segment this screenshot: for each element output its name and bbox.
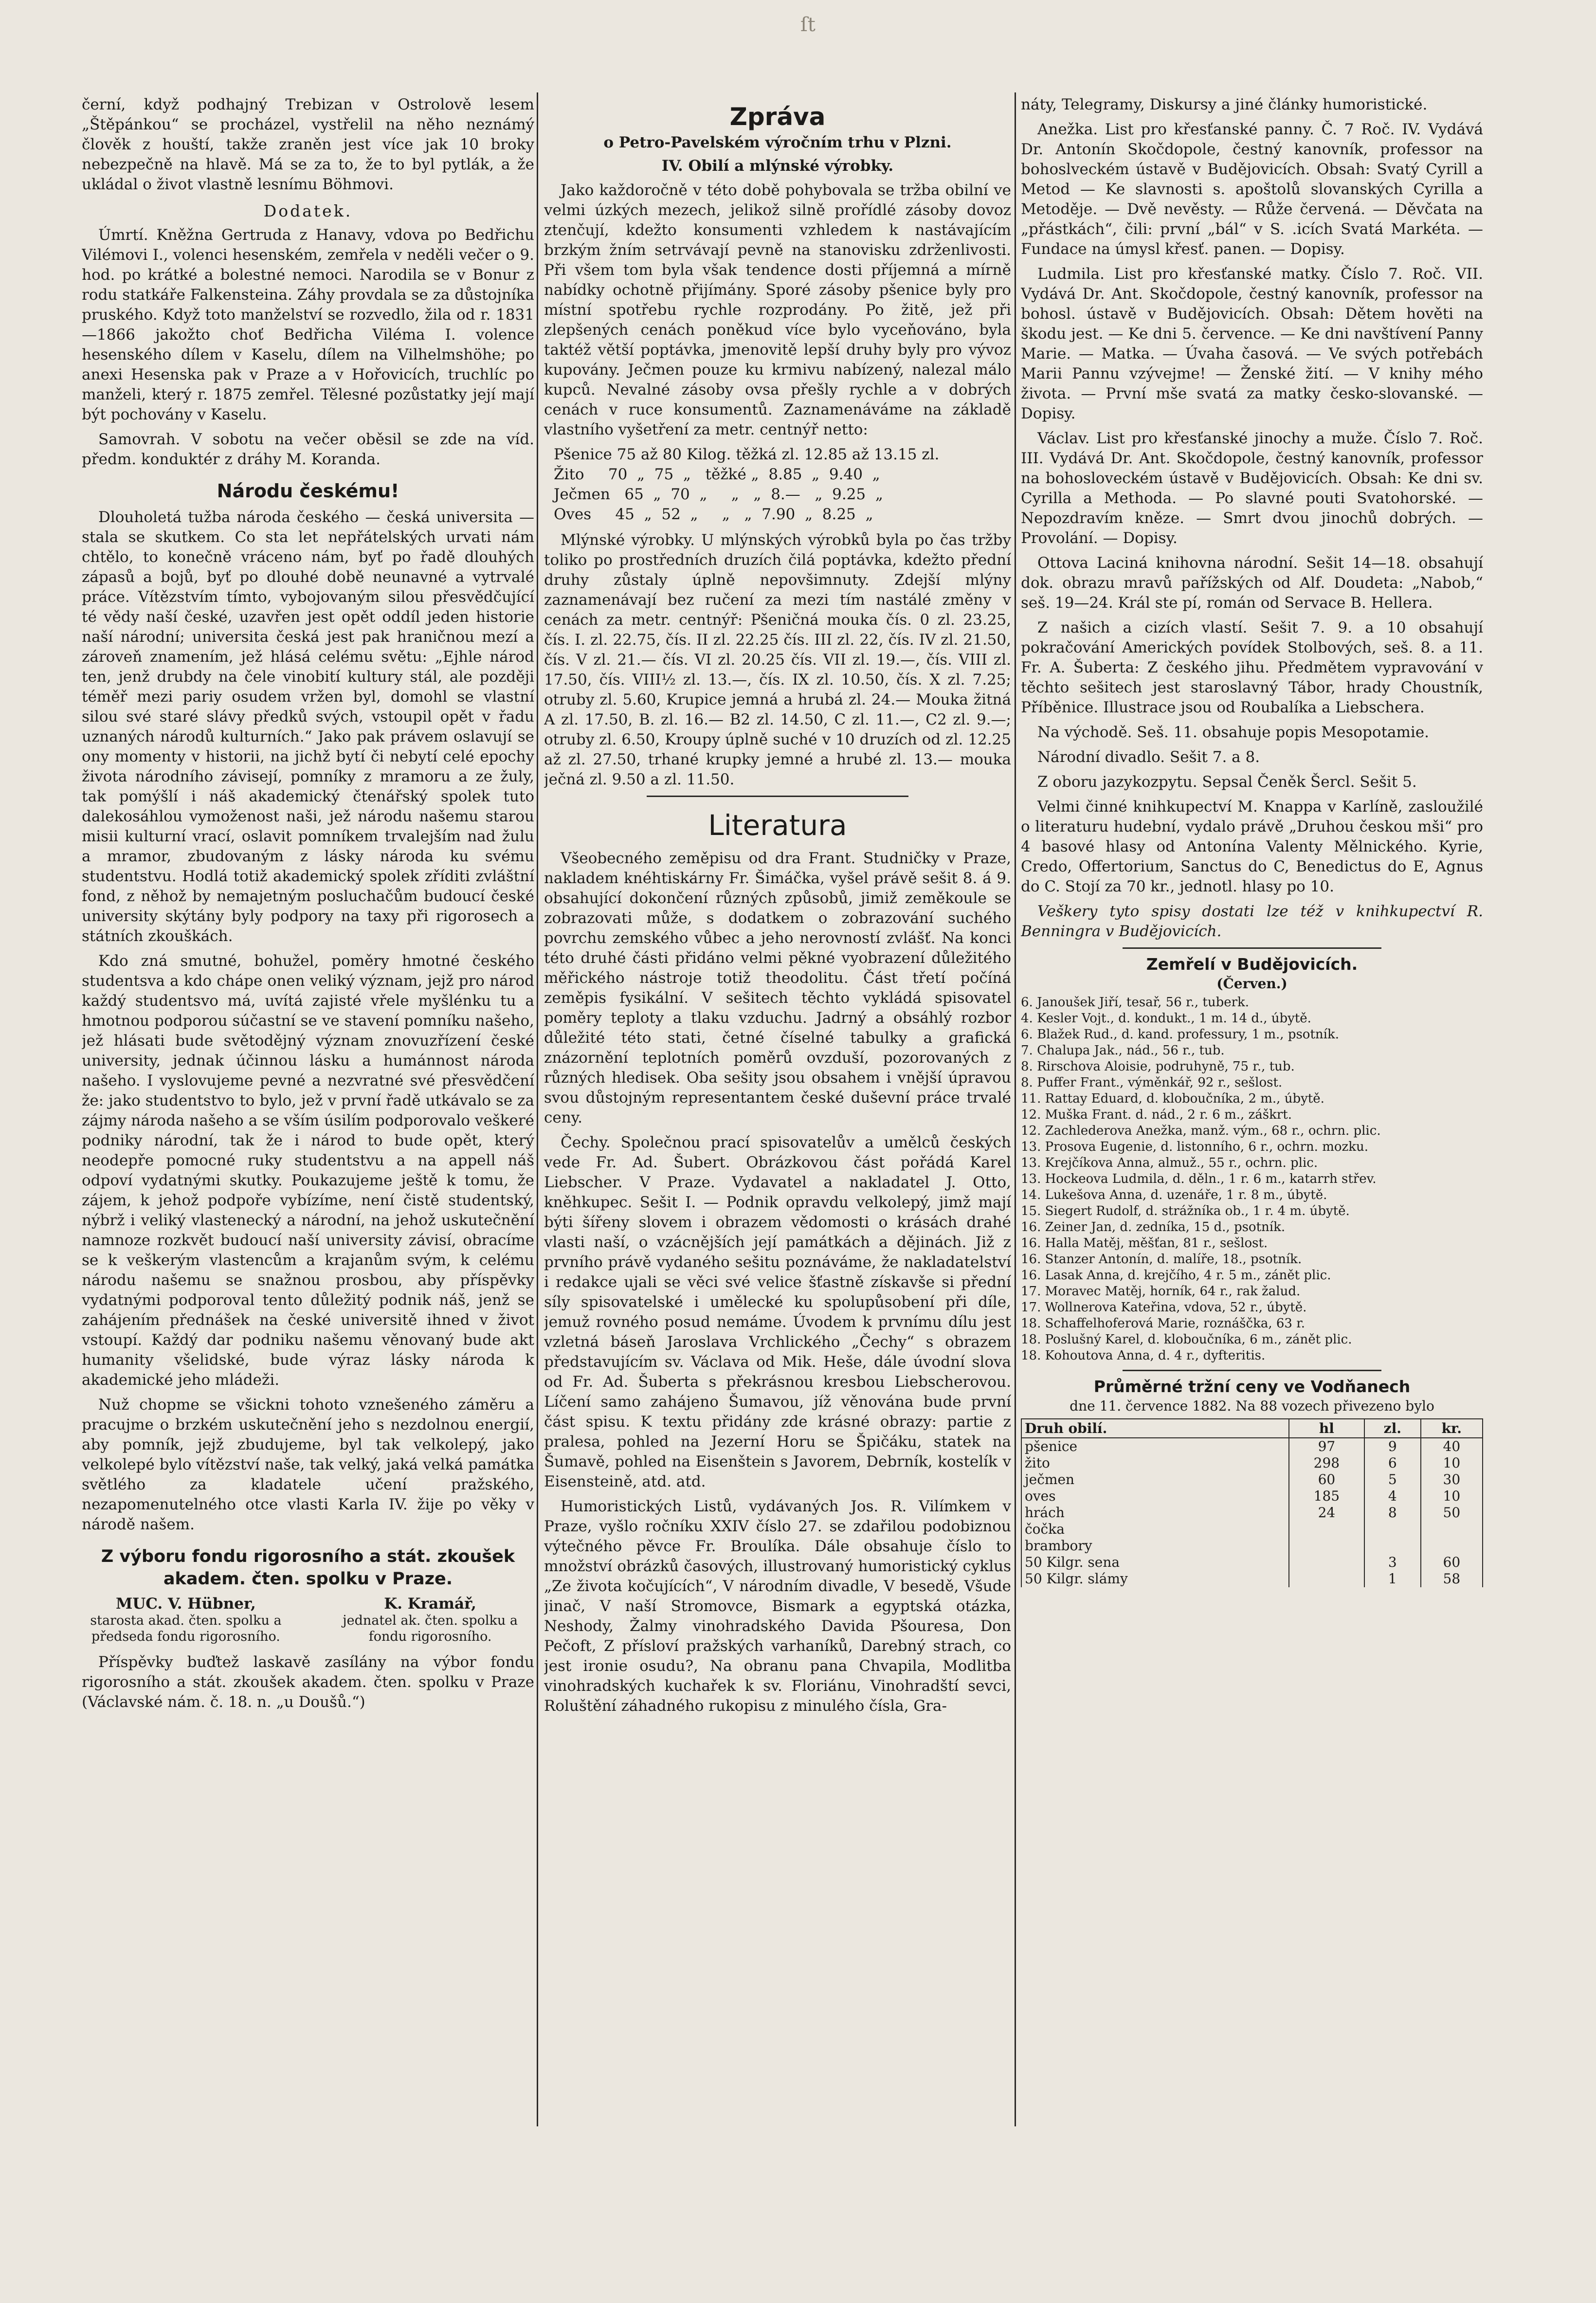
article-text: Velmi činné knihkupectví M. Knappa v Karlíně, zasloužilé o literaturu hudební, vydalo právě „Druhou českou mši“ pro 4 basové hlasy od Antonína Valenty Mělnického. Kyrie, Credo, Offertorium, Sanctus do C, Benedictus do E, Agnus do C. Stojí za 70 kr., jednotl. hlasy po 10.: [1021, 798, 1483, 895]
article-text: Čechy. Společnou prací spisovatelův a umělců českých vede Fr. Ad. Šubert. Obrázkovou část pořádá Karel Liebscher. V Praze. Vydavatel a nakladatel J. Otto, kněhkupec. Sešit I. — Podnik opravdu velkolepý, jimž mají býti šířeny slovem i obrazem vědomosti o krásách drahé vlasti naší, o vzácnějších její památkách a dějinách. Již z prvního právě vydaného sešitu poznáváme, že nakladatelství i redakce ujali se věci své velice šťastně získavše si přední síly spisovatelské i umělecké ku spolupůsobení při díle, jemuž rovného posud nemáme. Úvodem k prvnímu dílu jest vzletná báseň Jaroslava Vrchlického „Čechy“ s obrazem představujícím sv. Václava od Mik. Heše, dále úvodní slova od Fr. Ad. Šuberta s překrásnou kresbou Liebscherovou. Líčení samo zahájeno Šumavou, jíž věnována bude první část spisu. K textu přidány zde krásné obrazy: partie z pralesa, pohled na Jezerní Horu se Špičáku, statek na Šumavě, pohled na Eisenštein s Javorem, Debrník, kostelík v Eisensteině, atd. atd.: [544, 1134, 1011, 1490]
death-list: [1021, 995, 1483, 1364]
table-cell: hrách: [1021, 1505, 1289, 1521]
column-1: [82, 95, 534, 2114]
article-text: Z našich a cizích vlastí. Sešit 7. 9. a 10 obsahují pokračování Amerických povídek Stolbových, seš. 8. a 11. Fr. A. Šuberta: Z českého jihu. Předmětem vypravování v těchto sešitech jest staroslavný Tábor, hrady Choustník, Příběnice. Illustrace jsou od Roubalíka a Liebschera.: [1021, 619, 1483, 716]
zprava-subheading: o Petro-Pavelském výročním trhu v Plzni.: [603, 134, 952, 151]
list-item: 16. Zeiner Jan, d. zedníka, 15 d., psotník.: [1021, 1220, 1286, 1234]
table-cell: 4: [1364, 1488, 1421, 1505]
article-text: Na východě. Seš. 11. obsahuje popis Mesopotamie.: [1037, 724, 1430, 741]
table-cell: [1364, 1538, 1421, 1554]
table-cell: 298: [1289, 1455, 1364, 1471]
list-item: 18. Schaffelhoferová Marie, roznáščka, 63 r.: [1021, 1316, 1306, 1331]
article-text: Dlouholetá tužba národa českého — česká universita — stala se skutkem. Co sta let nepřátelských urvati nám chtělo, to konečně vráceno nám, byť po řadě dlouhých zápasů a bojů, byť po dlouhé době neunavné a vytrvalé práce. Vítězstvím tímto, vybojovaným silou přesvědčující té vědy naší české, uzavřen jest opět oddíl jeden historie naší národní; universita česká jest pak hraničnou mezí a zároveň znamením, jež hlásá celému světu: „Ejhle národ ten, jenž drubdy na čele vinobití kultury stál, ale později téměř mezi pariy osudem vržen byl, domohl se vlastní silou své staré slávy předků svých, vstoupil opět v řadu uznaných národů kulturních.“ Jako pak právem oslavují se ony momenty v historii, na jichž bytí či nebytí celé epochy života národního závisejí, pomníky z mramoru a ze žuly, tak pomýšlí i náš akademický čtenářský spolek tuto dalekosáhlou vymoženost naši, jež národu našemu starou misii kulturní vrací, oslavit pomníkem trvalejším nad žulu a mramor, zbudovaným z lásky národa ku svému studentstvu. Hodlá totiž akademický spolek zříditi zvláštní fond, z něhož by nemajetným posluchačům budoucí české university skýtány byly podpory na taxy při rigorosech a státních zkouškách.: [82, 508, 534, 945]
list-item: 13. Krejčíkova Anna, almuž., 55 r., ochrn. plic.: [1021, 1156, 1318, 1170]
zprava-heading: Zpráva: [729, 103, 826, 131]
table-cell: 6: [1364, 1455, 1421, 1471]
list-item: 6. Blažek Rud., d. kand. professury, 1 m., psotník.: [1021, 1027, 1339, 1042]
column-rule: [1015, 92, 1016, 2126]
signature-role: starosta akad. čten. spolku a předseda fondu rigorosního.: [90, 1613, 282, 1644]
zemreli-heading: Zemřelí v Budějovicích.: [1146, 955, 1358, 974]
table-header: kr.: [1421, 1419, 1483, 1438]
column-rule: [537, 92, 538, 2126]
divider: [1123, 947, 1381, 949]
article-text: Veškery tyto spisy dostati lze též v knihkupectví R. Benningra v Budějovicích.: [1021, 903, 1483, 940]
list-item: 13. Hockeova Ludmila, d. děln., 1 r. 6 m., katarrh střev.: [1021, 1172, 1377, 1186]
zemreli-subheading: (Červen.): [1216, 976, 1288, 992]
signature-left: [82, 1596, 290, 1645]
signatures: [82, 1596, 534, 1645]
column-2: [544, 95, 1011, 2114]
article-text: Samovrah. V sobotu na večer oběsil se zde na víd. předm. konduktér z dráhy M. Koranda.: [82, 431, 534, 468]
list-item: 16. Stanzer Antonín, d. malíře, 18., psotník.: [1021, 1252, 1302, 1267]
signature-name: MUC. V. Hübner,: [115, 1595, 256, 1613]
table-cell: oves: [1021, 1488, 1289, 1505]
list-item: 15. Siegert Rudolf, d. strážníka ob., 1 r. 4 m. úbytě.: [1021, 1204, 1350, 1218]
table-cell: [1421, 1538, 1483, 1554]
divider: [647, 796, 908, 797]
article-text: Všeobecného zeměpisu od dra Frant. Studničky v Praze, nakladem knéhtiskárny Fr. Šimáčka, vyšel právě sešit 8. á 9. obsahující dokončení různých způsobů, jimiž zeměkoule se zobrazovati může, s dodatkem o zobrazování suchého povrchu zemského vůbec a jeho nerovností zvlášť. Na konci této druhé části přidáno velmi pěkné vyobrazení důležitého měřického nástroje totiž theodolitu. Část třetí počíná zeměpis fysikální. V sešitech těchto vykládá spisovatel poměry teploty a tlaku vzduchu. Jadrný a obsáhlý rozbor důležité této stati, četné číselné tabulky a grafická znázornění teplotních poměrů ovzduší, pozorovaných z různých hledisek. Oba sešity jsou obsahem i vnější úpravou svou důstojným representantem české duševní práce trvalé ceny.: [544, 850, 1011, 1126]
table-cell: ječmen: [1021, 1471, 1289, 1488]
list-item: 17. Wollnerova Kateřina, vdova, 52 r., úbytě.: [1021, 1300, 1307, 1315]
article-text: Příspěvky buďtež laskavě zasílány na výbor fondu rigorosního a stát. zkoušek akadem. čten. spolku v Praze (Václavské nám. č. 18. n. „u Doušů.“): [82, 1653, 534, 1711]
list-item: 11. Rattay Eduard, d. kloboučníka, 2 m., úbytě.: [1021, 1091, 1324, 1106]
list-item: 12. Muška Frant. d. nád., 2 r. 6 m., záškrt.: [1021, 1107, 1292, 1122]
signature-right: [326, 1596, 534, 1645]
table-cell: [1289, 1554, 1364, 1571]
column-3: [1021, 95, 1483, 2114]
article-text: Ottova Laciná knihovna národní. Sešit 14—18. obsahují dok. obrazu mravů pařížských od Alf. Doudeta: „Nabob,“ seš. 19—24. Král ste pí, román od Servace B. Hellera.: [1021, 554, 1483, 612]
table-cell: 10: [1421, 1488, 1483, 1505]
article-text: Ludmila. List pro křesťanské matky. Číslo 7. Roč. VII. Vydává Dr. Ant. Skočdopole, čestný kanovník, professor na bohosl. ústavě v Budějovicích. Obsah: Dětem hověti na škodu jest. — Ke dni 5. července. — Ke dni navštívení Panny Marie. — Matka. — Úvaha časová. — Ve svých potřebách Marii Pannu vzývejme! — Ženské žití. — V knihy mého života. — První mše svatá za matky česko-slovanské. — Dopisy.: [1021, 265, 1483, 422]
table-header: zl.: [1364, 1419, 1421, 1438]
dodatek-heading: Dodatek.: [263, 201, 353, 220]
table-cell: 5: [1364, 1471, 1421, 1488]
list-item: 17. Moravec Matěj, horník, 64 r., rak žalud.: [1021, 1284, 1301, 1299]
ceny-date: dne 11. července 1882. Na 88 vozech přivezeno bylo: [1070, 1398, 1434, 1414]
table-cell: [1289, 1538, 1364, 1554]
list-item: 16. Halla Matěj, měšťan, 81 r., sešlost.: [1021, 1236, 1268, 1251]
divider: [1123, 1370, 1381, 1371]
article-text: Úmrtí. Kněžna Gertruda z Hanavy, vdova po Bedřichu Vilémovi I., volenci hesenském, zemřela v neděli večer o 9. hod. po krátké a bolestné nemoci. Narodila se v Bonur z rodu statkáře Falkensteina. Záhy provdala se za důstojníka pruského. Když toto manželství se rozvedlo, žila od r. 1831—1866 jakožto choť Bedřicha Viléma I. volence hesenského dílem v Kaselu, dílem na Vilhelmshöhe; po anexi Hesenska pak v Praze a v Hořovicích, truchlíc po manželi, který r. 1875 zemřel. Tělesné pozůstatky její mají být pochovány v Kaselu.: [82, 226, 534, 423]
table-cell: čočka: [1021, 1521, 1289, 1538]
list-item: 12. Zachlederova Anežka, manž. vým., 68 r., ochrn. plic.: [1021, 1124, 1381, 1138]
price-row: Pšenice 75 až 80 Kilog. těžká zl. 12.85 až 13.15 zl.: [554, 446, 940, 463]
table-cell: 185: [1289, 1488, 1364, 1505]
table-cell: 1: [1364, 1571, 1421, 1587]
article-text: Kdo zná smutné, bohužel, poměry hmotné českého studentsva a kdo chápe onen veliký význam, jejž pro národ každý studentsvo má, uvítá zajisté vřele myšlénku tu a hmotnou podporou súčastní se ve stavení pomníku našeho, jež hlásati bude světodějný význam znovuzřízení české university, jednak účinnou lásku a humánnost národa našeho. I vyslovujeme pevné a nezvratné své přesvědčení že: jako studentstvo to bylo, jež v první řadě utkávalo se za zájmy národa našeho a se vším úsilím podporovalo veškeré podniky národní, tak že i národ to bude opět, který neodepře pomocné ruky studentstvu a na appell náš odpoví vydatnými skutky. Poukazujeme ještě k tomu, že zájem, k jehož podpoře vybízíme, není čistě studentský, nýbrž i veliký vlastenecký a národní, na jehož uskutečnění namnoze rozkvět budoucí naší university závisí, obracíme se k veškerým vlastencům a krajanům svým, k celému národu našemu se snažnou prosbou, aby příspěvky vydatnými podporoval tento důležitý podnik náš, jenž se zahájením přednášek na české universitě ihned v život vstoupí. Každý dar podniku našemu věnovaný bude akt humanity všelidské, bude výraz lásky národa k akademické jeho mládeži.: [82, 952, 534, 1389]
table-row: [1021, 1521, 1483, 1538]
table-row: [1021, 1438, 1483, 1455]
table-cell: brambory: [1021, 1538, 1289, 1554]
table-cell: 3: [1364, 1554, 1421, 1571]
table-cell: 50 Kilgr. sena: [1021, 1554, 1289, 1571]
top-mark: ſt: [800, 14, 816, 36]
table-header: Druh obilí.: [1021, 1419, 1289, 1438]
article-text: Mlýnské výrobky. U mlýnských výrobků byla po čas tržby toliko po prostředních druzích čilá poptávka, kdežto přední druhy zůstaly úplně nepovšimnuty. Zdejší mlýny zaznamenávají bez ručení za mezi tím nastálé změny v cenách za metr. centnýř: Pšeničná mouka čís. 0 zl. 23.25, čís. I. zl. 22.75, čís. II zl. 22.25 čís. III zl. 22, čís. IV zl. 21.50, čís. V zl. 21.— čís. VI zl. 20.25 čís. VII zl. 19.—, čís. VIII zl. 17.50, čís. VIII½ zl. 13.—, čís. IX zl. 10.50, čís. X zl. 7.25; otruby zl. 5.60, Krupice jemná a hrubá zl. 24.— Mouka žitná A zl. 17.50, B. zl. 16.— B2 zl. 14.50, C zl. 11.—, C2 zl. 9.—; otruby zl. 6.50, Kroupy úplně suché v 10 druzích od zl. 12.25 až zl. 27.50, trhané krupky jemné a hrubé zl. 13.— mouka ječná zl. 9.50 a zl. 11.50.: [544, 531, 1011, 788]
list-item: 14. Lukešova Anna, d. uzenáře, 1 r. 8 m., úbytě.: [1021, 1188, 1327, 1202]
ceny-heading: Průměrné tržní ceny ve Vodňanech: [1093, 1377, 1411, 1396]
article-text: Humoristických Listů, vydávaných Jos. R. Vilímkem v Praze, vyšlo ročníku XXIV číslo 27. se zdařilou podobiznou výtečného pěvce Fr. Broulíka. Dále obsahuje číslo to množství obrázků časových, illustrovaný humoristický cyklus „Ze života kočujících“, V národním divadle, V besedě, Všude jinač, V naší Stromovce, Bismark a egyptská otázka, Neshody, Žalmy vinohradského Davida Pšouresa, Don Pečoft, Z přísloví pražských varhaníků, Darebný strach, co jest ironie osudu?, Na obranu pana Chvapila, Modlitba vinohradských kuchařek k sv. Floriánu, Vinohradští sevci, Roluštění záhadného rukopisu z minulého čísla, Gra-: [544, 1498, 1011, 1715]
table-cell: [1289, 1571, 1364, 1587]
table-cell: [1364, 1521, 1421, 1538]
table-cell: 40: [1421, 1438, 1483, 1455]
table-cell: 60: [1421, 1554, 1483, 1571]
signature-name: K. Kramář,: [384, 1595, 476, 1613]
table-header-row: [1021, 1419, 1483, 1438]
table-cell: 10: [1421, 1455, 1483, 1471]
table-row: [1021, 1505, 1483, 1521]
list-item: 18. Kohoutova Anna, d. 4 r., dyfteritis.: [1021, 1348, 1266, 1363]
section-title: IV. Obilí a mlýnské výrobky.: [661, 157, 894, 175]
article-text: Nuž chopme se všickni tohoto vznešeného záměru a pracujme o brzkém uskutečnění jeho s nezdolnou energií, aby pomník, jejž zbudujeme, byl tak velkolepý, jako velkolepé bylo vítězství naše, tak velký, jaká velká památka světlého za kladatele učení pražského, nezapomenutelného otce vlasti Karla IV. žije po věky v národě našem.: [82, 1396, 534, 1533]
article-text: Anežka. List pro křesťanské panny. Č. 7 Roč. IV. Vydává Dr. Antonín Skočdopole, čestný kanovník, professor na bohoslveckém ústavě v Budějovicích. Obsah: Svatý Cyrill a Metod — Ke slavnosti s. apoštolů slovanských Cyrilla a Metoděje. — Dvě nevěsty. — Růže červená. — Děvčata na „přástkách“, čili: první „bál“ v S. .icích Svatá Markéta. — Fundace na úmysl křesť. panen. — Dopisy.: [1021, 121, 1483, 258]
article-text: černí, když podhajný Trebizan v Ostrolově lesem „Štěpánkou“ se procházel, vystřelil na něho neznámý člověk z houští, takže zraněn jest více jak 10 broky nebezpečně na hlavě. Má se za to, že to byl pytlák, a že ukládal o život vlastně lesnímu Böhmovi.: [82, 96, 534, 193]
table-cell: 30: [1421, 1471, 1483, 1488]
table-row: [1021, 1538, 1483, 1554]
article-text: náty, Telegramy, Diskursy a jiné články humoristické.: [1021, 96, 1428, 113]
table-row: [1021, 1471, 1483, 1488]
table-cell: 97: [1289, 1438, 1364, 1455]
list-item: 8. Rirschova Aloisie, podruhyně, 75 r., tub.: [1021, 1059, 1295, 1074]
list-item: 6. Janoušek Jiří, tesař, 56 r., tuberk.: [1021, 995, 1250, 1010]
literatura-heading: Literatura: [708, 809, 847, 842]
table-cell: 9: [1364, 1438, 1421, 1455]
article-text: Z oboru jazykozpytu. Sepsal Čeněk Šercl. Sešit 5.: [1037, 773, 1417, 791]
list-item: 8. Puffer Frant., výměnkář, 92 r., sešlost.: [1021, 1075, 1283, 1090]
price-list: [554, 445, 1011, 525]
table-row: [1021, 1488, 1483, 1505]
price-row: Žito 70 „ 75 „ těžké „ 8.85 „ 9.40 „: [554, 466, 880, 483]
list-item: 13. Prosova Eugenie, d. listonního, 6 r., ochrn. mozku.: [1021, 1140, 1368, 1154]
table-row: [1021, 1571, 1483, 1587]
table-cell: 50 Kilgr. slámy: [1021, 1571, 1289, 1587]
table-cell: 8: [1364, 1505, 1421, 1521]
table-row: [1021, 1554, 1483, 1571]
table-header: hl: [1289, 1419, 1364, 1438]
table-cell: pšenice: [1021, 1438, 1289, 1455]
table-cell: 58: [1421, 1571, 1483, 1587]
article-text: Jako každoročně v této době pohybovala se tržba obilní ve velmi úzkých mezech, jelikož silně prořídlé zásoby dovoz ztenčují, kdežto konsumenti vzhledem k nastávajícím brzkým žním setrvávají pevně na stanovisku zdrženlivosti. Při všem tom byla však tendence dosti příjemná a mírně nabídky ochotně přijímány. Sporé zásoby pšenice byly pro místní spotřebu rychle rozprodány. Po žitě, jež při zlepšených cenách poněkud více bylo vyceňováno, byla taktéž větší poptávka, jmenovitě lepší druhy byly pro vývoz kupovány. Ječmen pouze ku krmivu nabízený, nalezal málo kupců. Nevalné zásoby ovsa přešly rychle a v dobrých cenách v ruce konsumentů. Zaznamenáváme na základě vlastního vyšetření za metr. centnýř netto:: [544, 181, 1011, 438]
price-row: Oves 45 „ 52 „ „ „ 7.90 „ 8.25 „: [554, 506, 873, 523]
table-cell: 60: [1289, 1471, 1364, 1488]
list-item: 16. Lasak Anna, d. krejčího, 4 r. 5 m., zánět plic.: [1021, 1268, 1331, 1283]
table-cell: 50: [1421, 1505, 1483, 1521]
price-row: Ječmen 65 „ 70 „ „ „ 8.— „ 9.25 „: [554, 486, 883, 503]
article-text: Národní divadlo. Sešit 7. a 8.: [1037, 748, 1260, 766]
list-item: 18. Poslušný Karel, d. kloboučníka, 6 m., zánět plic.: [1021, 1332, 1352, 1347]
narodu-heading: Národu českému!: [217, 480, 399, 502]
article-text: Václav. List pro křesťanské jinochy a muže. Číslo 7. Roč. III. Vydává Dr. Ant. Skočdopole, čestný kanovník, professor na bohosloveckém ústavě v Budějovicích. Obsah: Ke dni sv. Cyrilla a Methoda. — Po slavné pouti Svatohorské. — Nepozdravím kněze. — Smrt dvou jinochů dobrých. — Provolání. — Dopisy.: [1021, 430, 1483, 547]
signature-role: jednatel ak. čten. spolku a fondu rigorosního.: [343, 1613, 518, 1644]
list-item: 4. Kesler Vojt., d. kondukt., 1 m. 14 d., úbytě.: [1021, 1011, 1311, 1026]
table-cell: 24: [1289, 1505, 1364, 1521]
table-cell: žito: [1021, 1455, 1289, 1471]
price-table: [1021, 1418, 1483, 1587]
table-row: [1021, 1455, 1483, 1471]
table-cell: [1289, 1521, 1364, 1538]
table-cell: [1421, 1521, 1483, 1538]
fond-heading: Z výboru fondu rigorosního a stát. zkoušek akadem. čten. spolku v Praze.: [101, 1547, 515, 1589]
list-item: 7. Chalupa Jak., nád., 56 r., tub.: [1021, 1043, 1225, 1058]
